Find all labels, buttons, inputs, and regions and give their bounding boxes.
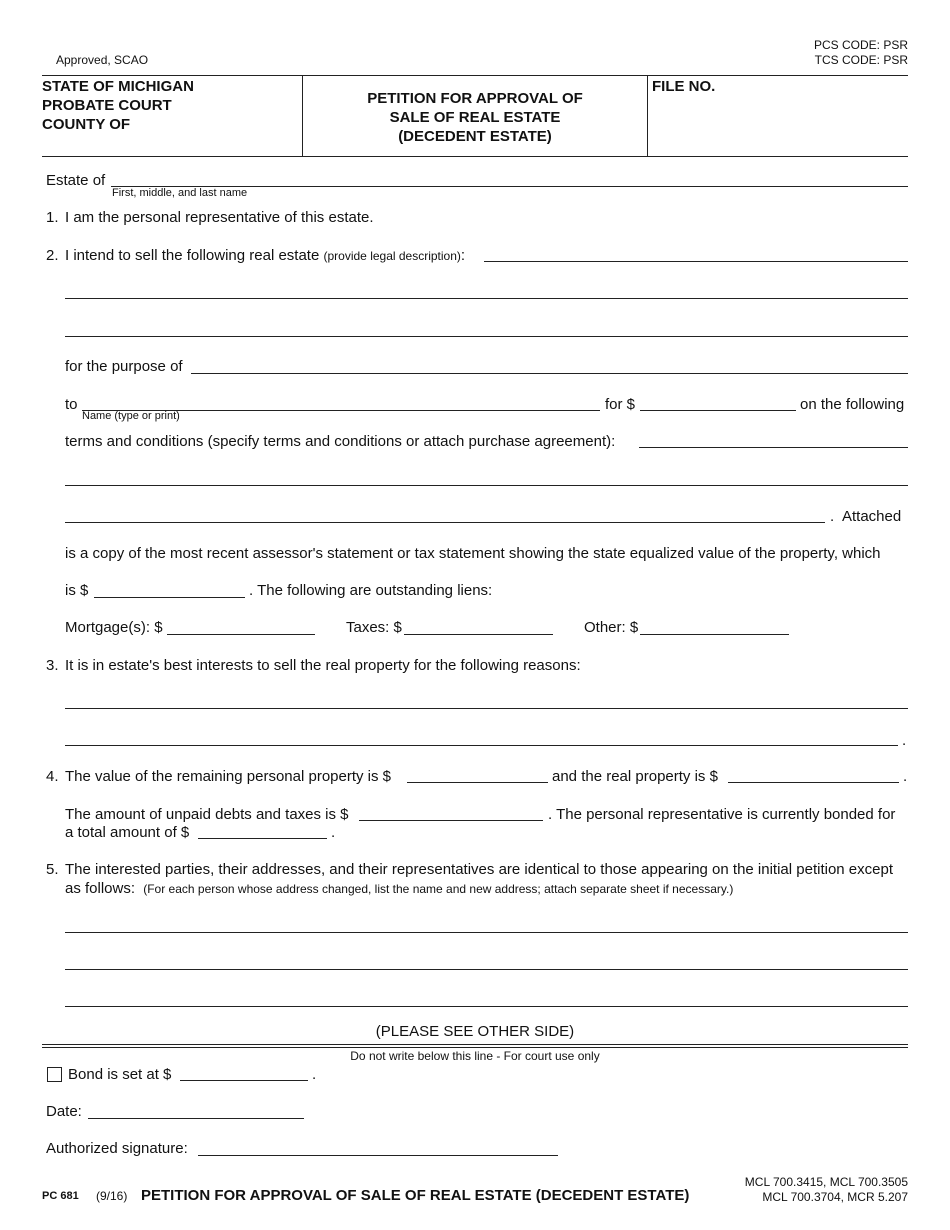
tcs-code: TCS CODE: PSR <box>814 53 908 67</box>
court-use-notice: Do not write below this line - For court use only <box>350 1049 600 1063</box>
court-line3: COUNTY OF <box>42 116 131 133</box>
other-label: Other: $ <box>584 619 639 636</box>
court-name <box>42 77 194 134</box>
date-label: Date: <box>46 1103 82 1120</box>
parties-line-1[interactable] <box>65 932 908 933</box>
real-property-label: and the real property is $ <box>552 768 718 785</box>
item1-text: I am the personal representative of this estate. <box>65 209 374 226</box>
footer-title: PETITION FOR APPROVAL OF SALE OF REAL ESTATE (DECEDENT ESTATE) <box>141 1187 690 1204</box>
court-line1: STATE OF MICHIGAN <box>42 78 194 95</box>
bonded-text: . The personal representative is currently bonded for <box>548 806 896 823</box>
parties-line-2[interactable] <box>65 969 908 970</box>
see-other-side: (PLEASE SEE OTHER SIDE) <box>375 1023 575 1040</box>
item5-line2 <box>65 880 733 897</box>
sev-field[interactable] <box>94 597 245 598</box>
bond-total-period: . <box>331 824 336 841</box>
other-liens-field[interactable] <box>640 634 789 635</box>
terms-period: . <box>830 508 835 525</box>
item5-note: (For each person whose address changed, list the name and new address; attach separate sheet if necessary.) <box>143 882 734 896</box>
header-top-rule <box>42 75 908 76</box>
signature-field[interactable] <box>198 1155 558 1156</box>
mcl-line2: MCL 700.3704, MCR 5.207 <box>762 1190 908 1204</box>
reasons-line-1[interactable] <box>65 708 908 709</box>
bond-total-field[interactable] <box>198 838 327 839</box>
real-property-field[interactable] <box>728 782 899 783</box>
bond-set-period: . <box>312 1066 317 1083</box>
sev-label: is $ <box>65 582 89 599</box>
assessor-text: is a copy of the most recent assessor's statement or tax statement showing the state equalized value of the property, which <box>65 545 881 562</box>
on-following-label: on the following <box>800 396 905 413</box>
mortgage-label: Mortgage(s): $ <box>65 619 163 636</box>
legal-description-line-3[interactable] <box>65 336 908 337</box>
file-no-label: FILE NO. <box>652 78 716 95</box>
bond-set-label: Bond is set at $ <box>68 1066 172 1083</box>
bond-set-field[interactable] <box>180 1080 308 1081</box>
estate-sublabel: First, middle, and last name <box>112 187 248 199</box>
form-number: PC 681 <box>42 1190 79 1202</box>
personal-property-field[interactable] <box>407 782 548 783</box>
terms-line-2[interactable] <box>65 485 908 486</box>
debts-label: The amount of unpaid debts and taxes is $ <box>65 806 349 823</box>
item5-text-line2: as follows: <box>65 880 136 897</box>
item2-note: (provide legal description) <box>323 249 461 263</box>
mortgage-field[interactable] <box>167 634 315 635</box>
debts-field[interactable] <box>359 820 543 821</box>
item2-text: I intend to sell the following real estate <box>65 247 320 264</box>
item2-colon: : <box>460 247 466 264</box>
for-label: for $ <box>605 396 636 413</box>
title-line3: (DECEDENT ESTATE) <box>398 128 552 145</box>
form-revision: (9/16) <box>96 1189 128 1203</box>
mcl-line1: MCL 700.3415, MCL 700.3505 <box>744 1175 908 1189</box>
item2-number: 2. <box>46 247 59 264</box>
purpose-field[interactable] <box>191 373 908 374</box>
liens-text: . The following are outstanding liens: <box>249 582 493 599</box>
item5-number: 5. <box>46 861 59 878</box>
reasons-period: . <box>902 732 907 749</box>
bond-checkbox[interactable] <box>47 1067 62 1082</box>
item5-text-line1: The interested parties, their addresses, and their representatives are identical to those appearing on the initial petition except <box>65 861 893 878</box>
header-bottom-rule <box>42 156 908 157</box>
header-divider-right <box>647 76 648 157</box>
taxes-field[interactable] <box>404 634 553 635</box>
legal-description-line-2[interactable] <box>65 298 908 299</box>
purpose-label: for the purpose of <box>65 358 183 375</box>
item4-number: 4. <box>46 768 59 785</box>
date-field[interactable] <box>88 1118 304 1119</box>
bond-total-label: a total amount of $ <box>65 824 190 841</box>
legal-description-line-1[interactable] <box>484 261 908 262</box>
pcs-code: PCS CODE: PSR <box>813 38 908 52</box>
court-line2: PROBATE COURT <box>42 97 172 114</box>
item3-number: 3. <box>46 657 59 674</box>
title-line1: PETITION FOR APPROVAL OF <box>367 90 583 107</box>
to-label: to <box>65 396 78 413</box>
form-title <box>303 89 647 146</box>
estate-label: Estate of <box>46 172 106 189</box>
parties-line-3[interactable] <box>65 1006 908 1007</box>
item2-intro <box>65 247 465 264</box>
terms-line-3[interactable] <box>65 522 825 523</box>
item3-text: It is in estate's best interests to sell the real property for the following reasons: <box>65 657 581 674</box>
court-use-rule-2 <box>42 1047 908 1048</box>
personal-property-label: The value of the remaining personal property is $ <box>65 768 392 785</box>
terms-label: terms and conditions (specify terms and conditions or attach purchase agreement): <box>65 433 616 450</box>
attached-label: Attached <box>842 508 902 525</box>
court-use-rule-1 <box>42 1044 908 1045</box>
buyer-name-sublabel: Name (type or print) <box>82 410 180 422</box>
taxes-label: Taxes: $ <box>346 619 402 636</box>
terms-line-1[interactable] <box>639 447 908 448</box>
signature-label: Authorized signature: <box>46 1140 188 1157</box>
approved-text: Approved, SCAO <box>56 53 149 67</box>
sale-price-field[interactable] <box>640 410 796 411</box>
item4-period: . <box>903 768 908 785</box>
title-line2: SALE OF REAL ESTATE <box>389 109 561 126</box>
reasons-line-2[interactable] <box>65 745 898 746</box>
item1-number: 1. <box>46 209 59 226</box>
